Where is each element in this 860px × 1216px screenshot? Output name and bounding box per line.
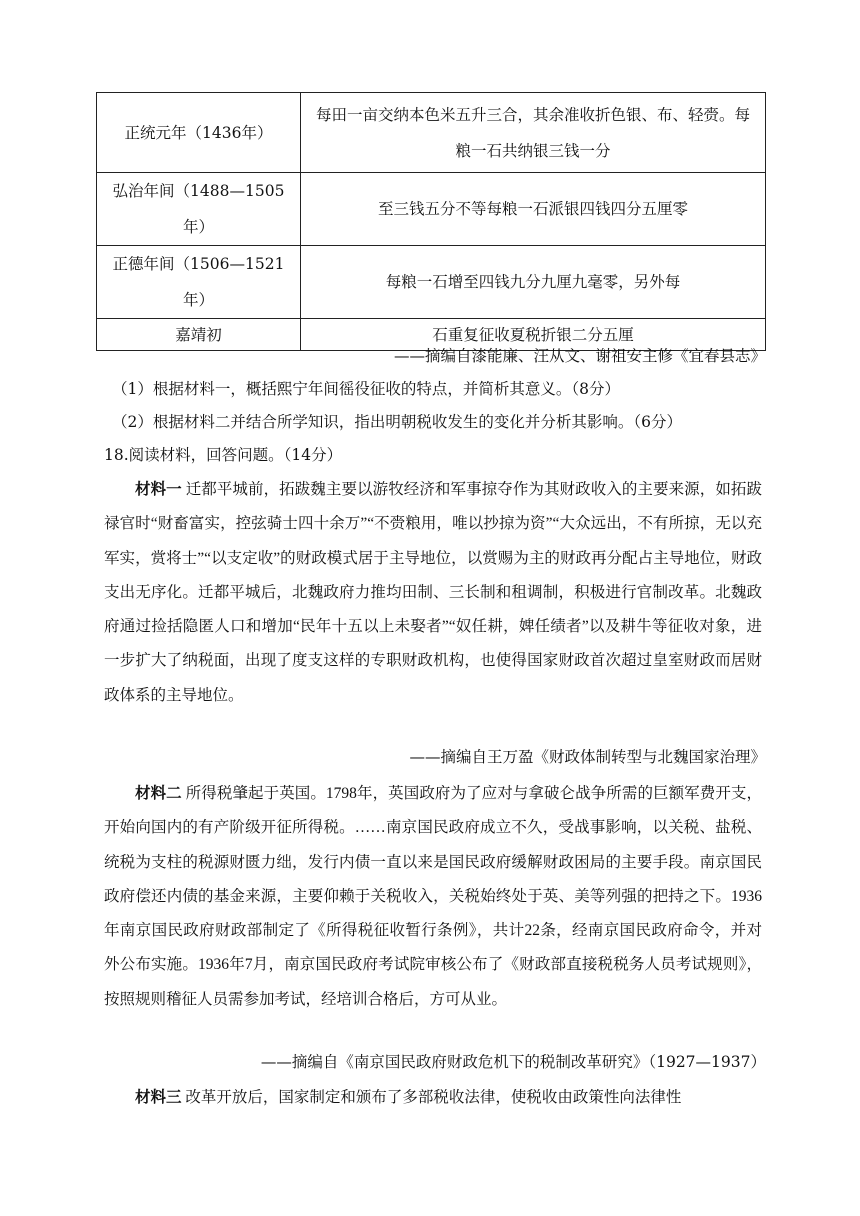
table-source: ——摘编自漆能廉、汪从文、谢祖安主修《宜春县志》 (393, 347, 766, 365)
material-2 (104, 777, 762, 1053)
table-row (97, 173, 766, 246)
material-2-label: 材料二 (135, 785, 182, 802)
material-1-text: 迁都平城前，拓跋魏主要以游牧经济和军事掠夺作为其财政收入的主要来源，如拓跋禄官时“财畜富实，控弦骑士四十余万”“不赍粮用，唯以抄掠为资”“大众远出，不有所掠，无以充军实，赏将士”“以支定收”的财政模式居于主导地位，以赏赐为主的财政再分配占主导地位，财政支出无序化。迁都平城后，北魏政府力推均田制、三长制和租调制，积极进行官制改革。北魏政府通过捡括隐匿人口和增加“民年十五以上未娶者”“奴任耕，婢任绩者”以及耕牛等征收对象，进一步扩大了纳税面，出现了度支这样的专职财政机构，也使得国家财政首次超过皇室财政而居财政体系的主导地位。 (104, 481, 762, 704)
material-1-label: 材料一 (135, 481, 182, 498)
material-2-text: 所得税肇起于英国。1798年，英国政府为了应对与拿破仑战争所需的巨额军费开支，开始向国内的有产阶级开征所得税。……南京国民政府成立不久，受战事影响，以关税、盐税、统税为支柱的税源财匮力绌，发行内债一直以来是国民政府缓解财政困局的主要手段。南京国民政府偿还内债的基金来源，主要仰赖于关税收入，关税始终处于英、美等列强的把持之下。1936年南京国民政府财政部制定了《所得税征收暂行条例》，共计22条，经南京国民政府命令，并对外公布实施。1936年7月，南京国民政府考试院审核公布了《财政部直接税税务人员考试规则》，按照规则稽征人员需参加考试，经培训合格后，方可从业。 (104, 785, 762, 1008)
question-18-heading: 18.阅读材料，回答问题。（14分） (104, 446, 343, 464)
period-cell: 弘治年间（1488—1505年） (97, 173, 301, 246)
question-2: （2）根据材料二并结合所学知识，指出明朝税收发生的变化并分析其影响。（6分） (112, 413, 682, 431)
period-cell: 正德年间（1506—1521年） (97, 246, 301, 319)
question-1: （1）根据材料一，概括熙宁年间徭役征收的特点，并简析其意义。（8分） (112, 380, 620, 398)
content-cell: 每粮一石增至四钱九分九厘九毫零，另外每 (301, 246, 766, 319)
period-cell: 嘉靖初 (97, 319, 301, 351)
material-2-source: ——摘编自《南京国民政府财政危机下的税制改革研究》（1927—1937） (260, 1053, 766, 1071)
content-cell: 石重复征收夏税折银二分五厘 (301, 319, 766, 351)
content-cell: 每田一亩交纳本色米五升三合，其余准收折色银、布、轻赍。每粮一石共纳银三钱一分 (301, 93, 766, 173)
material-3-label: 材料三 (135, 1089, 182, 1106)
period-cell: 正统元年（1436年） (97, 93, 301, 173)
material-3-text: 改革开放后，国家制定和颁布了多部税收法律，使税收由政策性向法律性 (185, 1089, 682, 1106)
material-1 (104, 473, 762, 749)
table-row (97, 246, 766, 319)
tax-history-table (96, 92, 766, 351)
table-row (97, 93, 766, 173)
material-1-source: ——摘编自王万盈《财政体制转型与北魏国家治理》 (409, 748, 766, 766)
content-cell: 至三钱五分不等每粮一石派银四钱四分五厘零 (301, 173, 766, 246)
material-3 (104, 1081, 762, 1117)
